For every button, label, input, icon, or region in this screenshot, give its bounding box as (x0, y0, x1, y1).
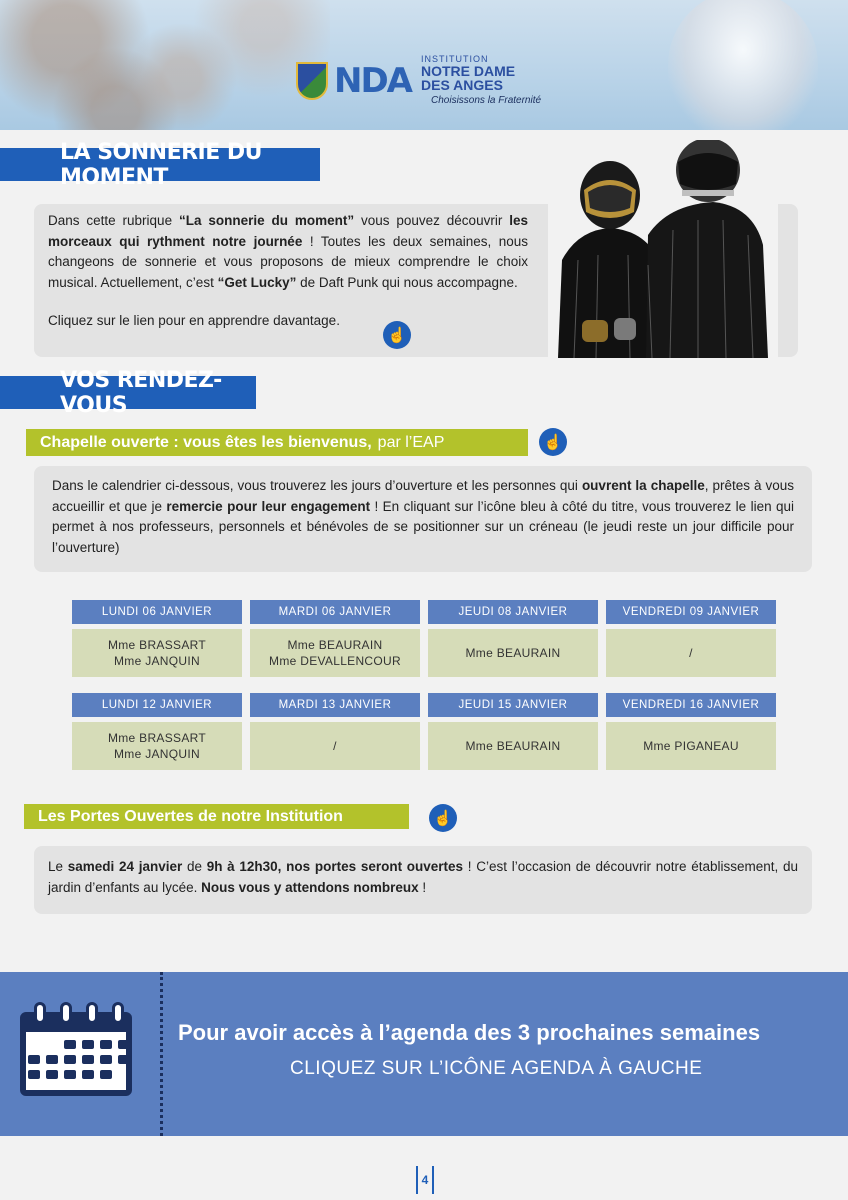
schedule-cell (250, 722, 420, 770)
logo-institution-label: INSTITUTION (421, 54, 489, 64)
schedule-person: Mme BEAURAIN (465, 739, 561, 753)
portes-heading-text: Les Portes Ouvertes de notre Institution (38, 807, 343, 825)
section-title-text: VOS RENDEZ-VOUS (60, 367, 222, 418)
page-number: 4 (416, 1166, 434, 1194)
chapelle-heading-bold: Chapelle ouverte : vous êtes les bienvenus, (40, 433, 372, 451)
portes-paragraph: Le samedi 24 janvier de 9h à 12h30, nos portes seront ouvertes ! C’est l’occasion de découvrir notre établissement, du jardin d’enfants au lycée. Nous vous y attendons nombreux ! (48, 859, 798, 895)
schedule-day-header: JEUDI 15 JANVIER (428, 693, 598, 717)
click-hand-icon[interactable]: ☝ (383, 321, 411, 349)
schedule-cell (250, 629, 420, 677)
schedule-person: / (333, 739, 337, 753)
portes-text-box (34, 846, 812, 914)
schedule-cell (606, 629, 776, 677)
chapelle-paragraph: Dans le calendrier ci-dessous, vous trouverez les jours d’ouverture et les personnes qui ouvrent la chapelle, prêtes à vous accueillir et que je remercie pour leur engagement ! En cliquant sur l’icône bleu à côté du titre, vous trouverez le lien qui permet à nos professeurs, personnels et bénévoles de se positionner sur un créneau (le jeudi reste un jour difficile pour l’ouverture) (52, 478, 794, 555)
chapelle-heading-rest: par l’EAP (377, 433, 445, 451)
schedule-person: Mme JANQUIN (114, 747, 200, 761)
calendar-icon[interactable] (20, 1012, 132, 1096)
schedule-person: Mme BRASSART (107, 638, 207, 652)
section-title-rendezvous (0, 367, 256, 418)
logo-name-line2: DES ANGES (421, 77, 503, 93)
banner-subtitle: CLIQUEZ SUR L’ICÔNE AGENDA À GAUCHE (290, 1058, 703, 1079)
header-banner (0, 0, 848, 130)
portes-heading (24, 804, 409, 829)
schedule-day-header: LUNDI 06 JANVIER (72, 600, 242, 624)
schedule-person: Mme JANQUIN (114, 654, 200, 668)
logo-tagline: Choisissons la Fraternité (431, 95, 542, 106)
crest-icon (296, 62, 328, 100)
nda-logo-mark: NDA (334, 60, 411, 101)
agenda-banner (0, 972, 848, 1136)
sonnerie-paragraph: Dans cette rubrique “La sonnerie du moment” vous pouvez découvrir les morceaux qui rythment notre journée ! Toutes les deux semaines, nous changeons de sonnerie et vous proposons de mieux comprendre le choix musical. Actuellement, c’est “Get Lucky” de Daft Punk qui nous accompagne. (48, 213, 528, 290)
schedule-day-header: MARDI 13 JANVIER (250, 693, 420, 717)
schedule-cell (606, 722, 776, 770)
portes-link-icon[interactable]: ☝ (429, 804, 457, 832)
logo-name-line1: NOTRE DAME (421, 63, 516, 79)
logo-text (421, 55, 541, 106)
schedule-day-header: LUNDI 12 JANVIER (72, 693, 242, 717)
chapelle-link-icon[interactable]: ☝ (539, 428, 567, 456)
statue-image (668, 0, 818, 130)
schedule-person: Mme DEVALLENCOUR (269, 654, 401, 668)
schedule-cell (72, 629, 242, 677)
schedule-person: Mme BEAURAIN (287, 638, 383, 652)
chapelle-heading (26, 429, 528, 456)
schedule-person: Mme BEAURAIN (465, 646, 561, 660)
daft-punk-photo (548, 140, 778, 358)
schedule-day-header: VENDREDI 09 JANVIER (606, 600, 776, 624)
schedule-day-header: MARDI 06 JANVIER (250, 600, 420, 624)
schedule-person: / (689, 646, 693, 660)
chapelle-text-box (34, 466, 812, 572)
section-title-text: LA SONNERIE DU MOMENT (60, 139, 263, 190)
institution-logo[interactable] (296, 55, 541, 106)
banner-title: Pour avoir accès à l’agenda des 3 prochaines semaines (178, 1020, 761, 1045)
schedule-person: Mme BRASSART (107, 731, 207, 745)
section-title-sonnerie (0, 139, 320, 190)
tree-branches-image (0, 0, 330, 130)
schedule-day-header: JEUDI 08 JANVIER (428, 600, 598, 624)
schedule-cell (428, 722, 598, 770)
schedule-cell (428, 629, 598, 677)
banner-divider (160, 972, 163, 1136)
schedule-cell (72, 722, 242, 770)
schedule-person: Mme PIGANEAU (643, 739, 739, 753)
sonnerie-link-text[interactable]: Cliquez sur le lien pour en apprendre davantage. (48, 313, 340, 328)
schedule-day-header: VENDREDI 16 JANVIER (606, 693, 776, 717)
